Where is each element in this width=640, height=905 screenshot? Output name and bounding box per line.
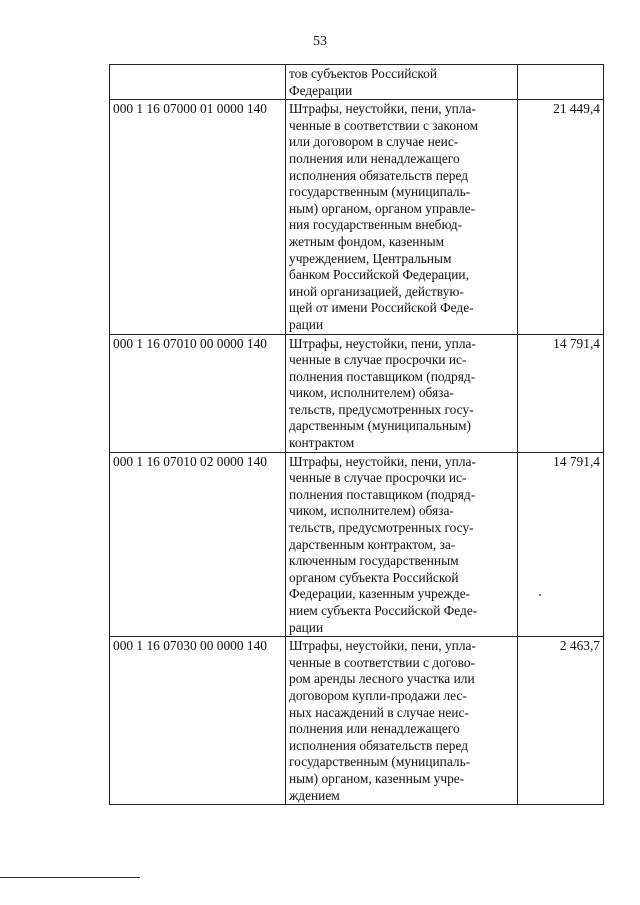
description-line: Штрафы, неустойки, пени, упла- [289,335,476,351]
table-row [110,637,604,805]
amount-cell: 21 449,4 [518,100,604,334]
description-line: полнения или ненадлежащего [289,150,460,166]
description-line: тельств, предусмотренных госу- [289,401,474,417]
description-line: договором купли-продажи лес- [289,687,467,703]
budget-classification-code: 000 1 16 07010 02 0000 140 [110,452,286,637]
footnote-separator [0,877,140,878]
description-line: полнения или ненадлежащего [289,721,460,737]
description-line: ченные в случае просрочки ис- [289,352,467,368]
description-line: тов субъектов Российской [289,66,438,81]
budget-classification-code: 000 1 16 07030 00 0000 140 [110,637,286,805]
revenue-description [286,334,518,452]
description-line: Федерации, казенным учрежде- [289,586,471,602]
table-row [110,452,604,637]
description-line: Штрафы, неустойки, пени, упла- [289,453,476,469]
table-row [110,100,604,334]
revenue-description [286,637,518,805]
description-line: контрактом [289,435,355,451]
description-line: органом субъекта Российской [289,569,459,585]
revenue-description [286,100,518,334]
description-line: ным) органом, казенным учре- [289,770,465,786]
description-line: дарственным (муниципальным) [289,418,471,434]
budget-classification-code: 000 1 16 07000 01 0000 140 [110,100,286,334]
table-row [110,65,604,100]
description-line: чиком, исполнителем) обяза- [289,385,454,401]
description-line: ния государственным внебюд- [289,217,463,233]
amount-cell: 14 791,4 [518,334,604,452]
description-line: Штрафы, неустойки, пени, упла- [289,638,476,654]
description-line: ждением [289,787,340,803]
description-line: тельств, предусмотренных госу- [289,520,474,536]
description-line: учреждением, Центральным [289,250,452,266]
description-line: исполнения обязательств перед [289,737,469,753]
description-line: чиком, исполнителем) обяза- [289,503,454,519]
revenue-description [286,452,518,637]
budget-classification-code [110,65,286,100]
description-line: иной организацией, действую- [289,283,464,299]
table-body [110,65,604,805]
description-line: ченные в случае просрочки ис- [289,470,467,486]
description-line: полнения поставщиком (подряд- [289,368,476,384]
table-row [110,334,604,452]
description-line: дарственным контрактом, за- [289,536,456,552]
amount-cell: 2 463,7 [518,637,604,805]
description-line: банком Российской Федерации, [289,267,469,283]
description-line: рации [289,316,324,332]
revenue-description [286,65,518,100]
description-line: ных насаждений в случае неис- [289,704,469,720]
description-line: государственным (муниципаль- [289,184,471,200]
description-line: рации [289,619,324,635]
description-line: щей от имени Российской Феде- [289,300,474,316]
description-line: нием субъекта Российской Феде- [289,603,478,618]
description-line: Штрафы, неустойки, пени, упла- [289,101,476,117]
page-number: 53 [313,34,327,49]
budget-revenue-table [109,64,604,805]
description-line: Федерации [289,82,353,98]
description-line: ром аренды лесного участка или [289,671,475,687]
description-line: полнения поставщиком (подряд- [289,486,476,502]
description-line: ключенным государственным [289,553,459,569]
description-line: ченные в соответствии с догово- [289,654,476,670]
amount-cell: 14 791,4 [518,452,604,637]
amount-cell [518,65,604,100]
description-line: исполнения обязательств перед [289,167,469,183]
budget-classification-code: 000 1 16 07010 00 0000 140 [110,334,286,452]
description-line: жетным фондом, казенным [289,233,445,249]
description-line: или договором в случае неис- [289,134,459,150]
description-line: ным) органом, органом управле- [289,200,476,216]
description-line: государственным (муниципаль- [289,754,471,770]
scan-speck [539,594,541,596]
description-line: ченные в соответствии с законом [289,117,479,133]
